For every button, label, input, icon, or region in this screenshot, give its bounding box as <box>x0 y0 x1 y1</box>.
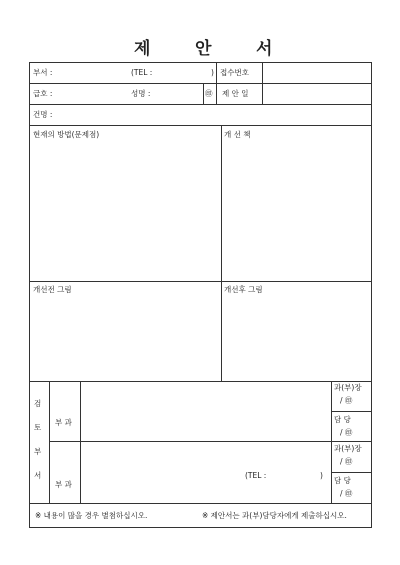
grade-label: 급호 : <box>33 89 53 98</box>
name-label: 성명 : <box>131 89 151 98</box>
title-char-3: 서 <box>256 39 273 59</box>
seal-mark: ㊞ <box>205 89 213 98</box>
review-dept-char-1: 검 <box>34 399 42 408</box>
footer-note-left: ※ 내용이 많을 경우 별첨하십시오. <box>35 511 148 520</box>
current-method-label: 현재의 방법(문제점) <box>33 130 100 139</box>
staff-approval-seal-2: / ㊞ <box>340 489 353 498</box>
proposal-form <box>29 62 372 528</box>
dept-label: 부서 : <box>33 68 53 77</box>
head-approval-label-2: 과(부)장 <box>334 444 362 453</box>
subject-label: 건명 : <box>33 110 53 119</box>
staff-approval-label-2: 담 당 <box>334 476 351 485</box>
footer-note-right: ※ 제안서는 과(부)담당자에게 제출하십시오. <box>202 511 347 520</box>
review-dept-char-2: 토 <box>34 423 42 432</box>
before-figure-label: 개선전 그림 <box>33 285 72 294</box>
head-approval-seal: / ㊞ <box>340 396 353 405</box>
review-tel-label: (TEL : <box>245 471 267 480</box>
review-dept-1: 부 과 <box>55 418 72 427</box>
review-dept-2: 부 과 <box>55 480 72 489</box>
review-dept-char-3: 부 <box>34 447 42 456</box>
staff-approval-seal: / ㊞ <box>340 428 353 437</box>
review-tel-close: ) <box>320 471 323 480</box>
head-approval-label: 과(부)장 <box>334 383 362 392</box>
after-figure-label: 개선후 그림 <box>224 285 263 294</box>
page-title <box>0 34 400 58</box>
title-char-2: 안 <box>195 39 212 59</box>
improvement-plan-label: 개 선 책 <box>224 130 251 139</box>
proposal-date-label: 제 안 일 <box>222 89 249 98</box>
receipt-number-label: 접수번호 <box>220 68 249 77</box>
review-dept-char-4: 서 <box>34 471 42 480</box>
head-approval-seal-2: / ㊞ <box>340 457 353 466</box>
tel-label: (TEL : <box>131 68 153 77</box>
staff-approval-label: 담 당 <box>334 415 351 424</box>
tel-close: ) <box>211 68 214 77</box>
title-char-1: 제 <box>134 39 151 59</box>
